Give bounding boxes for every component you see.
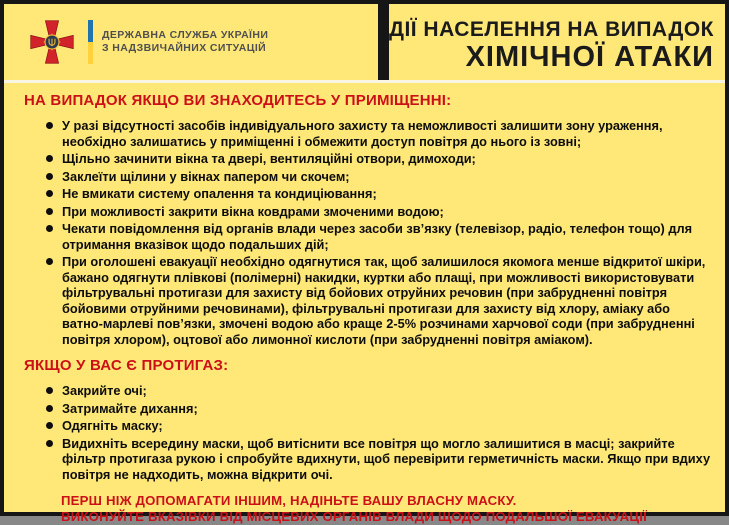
agency-branding (4, 4, 378, 80)
list-item (46, 436, 711, 483)
bullet-icon (46, 225, 53, 232)
footer-warning (61, 493, 711, 525)
content (4, 83, 725, 525)
agency-name-line1: ДЕРЖАВНА СЛУЖБА УКРАЇНИ (102, 29, 269, 41)
bullet-icon (46, 387, 53, 394)
list-item-text: При оголошені евакуації необхідно одягнутися так, щоб залишилося якомога менше відкритої шкіри, бажано одягнути плівкові (полімерні) накидки, куртки або плащі, при можливості використовувати фільтрувальні протигази для захисту від бойових отруйних речовин (при забрудненні повітря бойовими отруйними речовинами), фільтрувальні протигази для захисту від хлору, аміаку або ватно-марлеві пов’язки, змочені водою або краще 2-5% розчинами харчової соди (при забрудненні повітря хлором), оцтової або лимонної кислоти (при забрудненні повітря аміаком). (62, 254, 706, 347)
list-item (46, 401, 711, 417)
list-item-text: Одягніть маску; (62, 418, 163, 433)
indoors-instructions-list (24, 118, 711, 347)
list-item-text: У разі відсутності засобів індивідуального захисту та неможливості залишити зону ураження, необхідно залишатись у приміщенні і обмежити доступ повітря до нього із зовні; (62, 118, 663, 149)
list-item-text: Не вмикати систему опалення та кондиціювання; (62, 186, 377, 201)
bullet-icon (46, 190, 53, 197)
header (4, 4, 725, 80)
list-item (46, 204, 711, 220)
agency-name (102, 29, 268, 55)
bullet-icon (46, 173, 53, 180)
list-item (46, 383, 711, 399)
poster-title-line1: ДІЇ НАСЕЛЕННЯ НА ВИПАДОК (389, 18, 714, 41)
bullet-icon (46, 155, 53, 162)
list-item-text: Заклеїти щілини у вікнах папером чи скочем; (62, 168, 350, 184)
list-item (46, 418, 711, 434)
list-item (46, 118, 711, 149)
agency-name-line2: З НАДЗВИЧАЙНИХ СИТУАЦІЙ (102, 42, 267, 54)
bullet-icon (46, 122, 53, 129)
list-item-text: При можливості закрити вікна ковдрами змоченими водою; (62, 203, 444, 219)
poster-title-line2: ХІМІЧНОЇ АТАКИ (465, 41, 714, 73)
section-heading-indoors: НА ВИПАДОК ЯКЩО ВИ ЗНАХОДИТЕСЬ У ПРИМІЩЕННІ: (24, 92, 452, 109)
bullet-icon (46, 422, 53, 429)
list-item (46, 254, 711, 347)
list-item (46, 169, 711, 185)
list-item-text: Закрийте очі; (62, 383, 147, 398)
list-item-text: Видихніть всередину маски, щоб витіснити все повітря що могло залишитися в масці; закрийте фільтр протигаза рукою і спробуйте вдихнути, щоб перевірити герметичність маски. Якщо при вдиху повітря не надходить, можна відкрити очі. (62, 435, 711, 482)
bullet-icon (46, 258, 53, 265)
list-item (46, 151, 711, 167)
list-item (46, 186, 711, 202)
footer-warning-line1: ПЕРШ НІЖ ДОПОМАГАТИ ІНШИМ, НАДІНЬТЕ ВАШУ ВЛАСНУ МАСКУ. (61, 493, 517, 508)
bullet-icon (46, 405, 53, 412)
section-heading-gasmask: ЯКЩО У ВАС Є ПРОТИГАЗ: (24, 357, 229, 374)
gasmask-instructions-list (24, 383, 711, 482)
list-item-text: Щільно зачинити вікна та двері, вентиляційні отвори, димоходи; (62, 151, 476, 166)
dsns-emblem-icon (30, 19, 74, 65)
poster-title (378, 4, 726, 80)
list-item (46, 221, 711, 252)
bullet-icon (46, 208, 53, 215)
bullet-icon (46, 440, 53, 447)
list-item-text: Чекати повідомлення від органів влади через засоби зв’язку (телевізор, радіо, телефон тощо) для отримання вказівок щодо подальших дій; (62, 221, 693, 252)
ukraine-flag-icon (88, 20, 93, 64)
list-item-text: Затримайте дихання; (62, 400, 198, 416)
footer-warning-line2: ВИКОНУЙТЕ ВКАЗІВКИ ВІД МІСЦЕВИХ ОРГАНІВ ВЛАДИ ЩОДО ПОДАЛЬШОЇ ЕВАКУАЦІЇ (61, 509, 647, 524)
